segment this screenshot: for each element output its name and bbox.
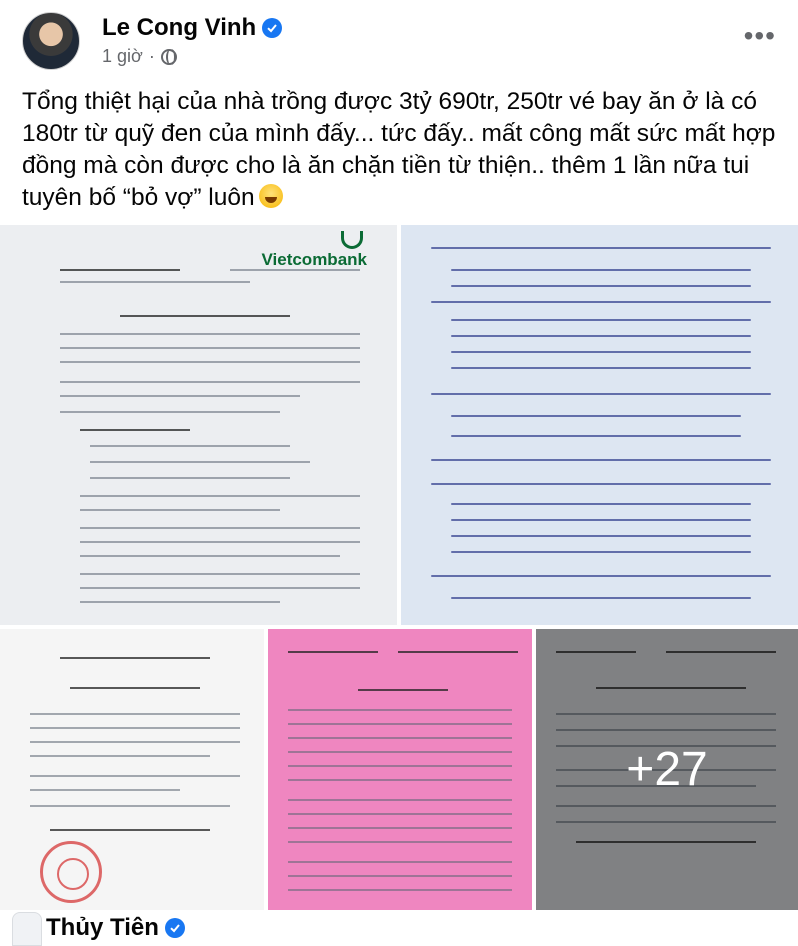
photo-gallery <box>0 225 798 910</box>
next-author-name[interactable]: Thủy Tiên <box>46 914 159 941</box>
author-row <box>102 14 282 42</box>
vietcombank-logo: Vietcombank <box>261 250 367 269</box>
more-photos-overlay[interactable] <box>536 629 798 910</box>
verified-badge-icon <box>262 18 282 38</box>
next-author-row <box>46 914 185 942</box>
post-header <box>22 10 782 72</box>
photo-bank-letter[interactable] <box>0 225 397 625</box>
author-name[interactable]: Le Cong Vinh <box>102 14 257 41</box>
next-post-header <box>0 910 798 946</box>
photo-support-confirmation-1[interactable] <box>0 629 264 910</box>
photo-thank-you-letter[interactable] <box>268 629 532 910</box>
more-options-button[interactable]: ••• <box>743 20 776 51</box>
photo-support-confirmation-2[interactable] <box>536 629 798 910</box>
post-meta <box>102 46 177 67</box>
verified-badge-icon <box>165 918 185 938</box>
post-time[interactable]: 1 giờ <box>102 46 143 66</box>
grinning-sweat-emoji-icon <box>259 184 283 208</box>
vietcombank-logo-icon <box>341 231 363 249</box>
more-photos-count: +27 <box>626 743 708 796</box>
post-text <box>22 86 782 214</box>
author-avatar[interactable] <box>22 12 80 70</box>
meta-separator: · <box>148 46 155 66</box>
red-stamp-icon <box>40 841 102 903</box>
next-author-avatar[interactable] <box>12 912 42 946</box>
post-body: Tổng thiệt hại của nhà trồng được 3tỷ 690tr, 250tr vé bay ăn ở là có 180tr từ quỹ đen của mình đấy... tức đấy.. mất công mất sức mất hợp đồng mà còn được cho là ăn chặn tiền từ thiện.. thêm 1 lần nữa tui tuyên bố “bỏ vợ” luôn <box>22 88 776 211</box>
photo-handwritten-notes[interactable] <box>401 225 798 625</box>
globe-icon[interactable] <box>161 49 177 65</box>
